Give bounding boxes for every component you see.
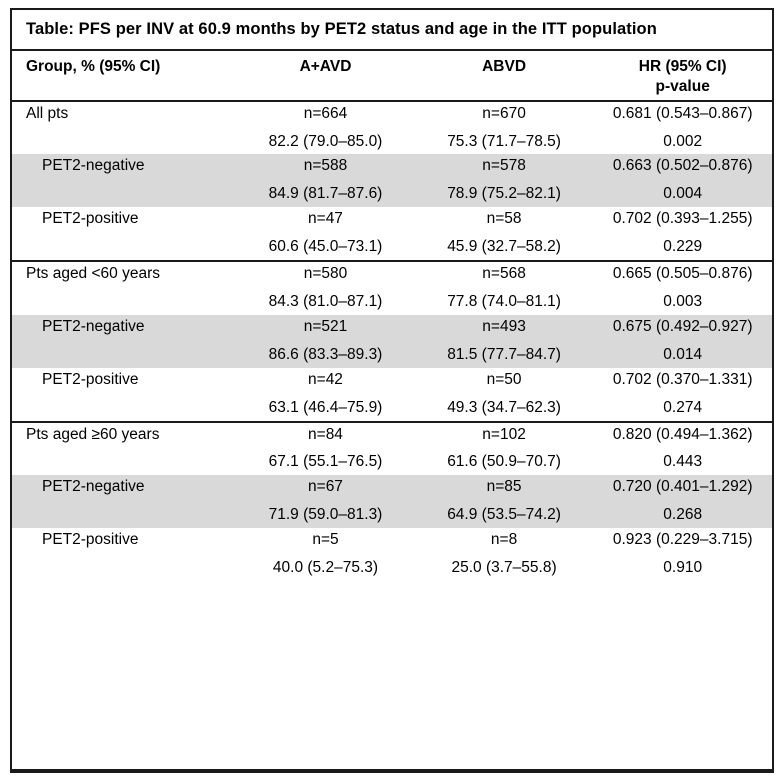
table-row: [12, 232, 772, 261]
cell-n-aavd: n=5: [312, 531, 339, 549]
column-header-group: Group, % (95% CI): [26, 57, 161, 75]
cell-n-abvd: n=670: [415, 101, 594, 127]
table-row: [12, 207, 772, 232]
cell-n-abvd: n=568: [415, 261, 594, 287]
table-row: [12, 154, 772, 179]
cell-p-value: 0.002: [663, 132, 703, 150]
table-row: [12, 261, 772, 287]
cell-rate-abvd: 61.6 (50.9–70.7): [447, 453, 561, 471]
column-header-hr-sub: p-value: [655, 77, 710, 95]
row-label: Pts aged <60 years: [12, 261, 236, 287]
row-label: Pts aged ≥60 years: [12, 422, 236, 448]
table-row: [12, 368, 772, 393]
cell-rate-abvd: 45.9 (32.7–58.2): [447, 238, 561, 256]
cell-p-value: 0.910: [663, 559, 703, 577]
cell-n-abvd: n=493: [415, 315, 594, 340]
cell-hazard-ratio: 0.675 (0.492–0.927): [593, 315, 772, 340]
table-row: [12, 315, 772, 340]
row-label: PET2-positive: [42, 210, 139, 228]
cell-rate-abvd: 25.0 (3.7–55.8): [451, 559, 557, 577]
cell-n-abvd: n=8: [490, 531, 518, 549]
column-header-aavd: A+AVD: [299, 57, 352, 75]
cell-rate-aavd: 84.9 (81.7–87.6): [236, 179, 415, 207]
row-label-continuation: [12, 553, 236, 581]
cell-hazard-ratio: 0.663 (0.502–0.876): [593, 154, 772, 179]
table-row: [12, 393, 772, 422]
table-frame: [10, 8, 774, 773]
cell-n-aavd: n=84: [236, 422, 415, 448]
cell-rate-aavd: 86.6 (83.3–89.3): [236, 340, 415, 368]
row-label-continuation: [12, 232, 236, 261]
row-label-continuation: [12, 393, 236, 422]
table-row: [12, 422, 772, 448]
table-row: [12, 553, 772, 581]
cell-p-value: 0.274: [663, 398, 703, 416]
cell-rate-aavd: 67.1 (55.1–76.5): [268, 453, 383, 471]
cell-rate-aavd: 71.9 (59.0–81.3): [236, 500, 415, 528]
results-table: [12, 51, 772, 581]
cell-hazard-ratio: 0.702 (0.393–1.255): [612, 210, 753, 228]
row-label: PET2-negative: [12, 315, 236, 340]
row-label-continuation: [12, 287, 236, 315]
cell-n-aavd: n=664: [236, 101, 415, 127]
cell-rate-abvd: 75.3 (71.7–78.5): [447, 132, 561, 150]
table-row: [12, 340, 772, 368]
row-label-continuation: [12, 340, 236, 368]
table-row: [12, 287, 772, 315]
cell-hazard-ratio: 0.665 (0.505–0.876): [593, 261, 772, 287]
cell-n-aavd: n=521: [236, 315, 415, 340]
row-label-continuation: [12, 500, 236, 528]
table-row: [12, 500, 772, 528]
cell-p-value: 0.268: [593, 500, 772, 528]
header-row: [12, 51, 772, 101]
cell-p-value: 0.003: [663, 292, 703, 310]
cell-rate-abvd: 77.8 (74.0–81.1): [447, 292, 561, 310]
cell-rate-aavd: 60.6 (45.0–73.1): [268, 238, 383, 256]
cell-rate-aavd: 82.2 (79.0–85.0): [268, 132, 383, 150]
cell-rate-aavd: 40.0 (5.2–75.3): [272, 559, 379, 577]
cell-n-aavd: n=67: [236, 475, 415, 500]
row-label: PET2-positive: [42, 531, 139, 549]
cell-rate-abvd: 64.9 (53.5–74.2): [415, 500, 594, 528]
column-header-hr: [593, 51, 772, 101]
column-header-abvd: ABVD: [482, 57, 527, 75]
cell-n-abvd: n=85: [415, 475, 594, 500]
column-header-hr-main: HR (95% CI): [638, 57, 727, 75]
row-label: All pts: [12, 101, 236, 127]
row-label: PET2-positive: [42, 370, 139, 388]
cell-rate-abvd: 81.5 (77.7–84.7): [415, 340, 594, 368]
cell-p-value: 0.014: [593, 340, 772, 368]
cell-p-value: 0.004: [593, 179, 772, 207]
table-title: Table: PFS per INV at 60.9 months by PET2 status and age in the ITT population: [26, 20, 657, 38]
cell-hazard-ratio: 0.681 (0.543–0.867): [593, 101, 772, 127]
bottom-divider: [12, 769, 772, 771]
table-body: [12, 101, 772, 581]
row-label-continuation: [12, 127, 236, 155]
row-label: PET2-negative: [12, 154, 236, 179]
row-label-continuation: [12, 179, 236, 207]
table-row: [12, 101, 772, 127]
table-row: [12, 528, 772, 553]
cell-p-value: 0.229: [663, 238, 703, 256]
cell-n-abvd: n=58: [486, 210, 522, 228]
cell-n-aavd: n=47: [308, 210, 343, 228]
cell-n-aavd: n=588: [236, 154, 415, 179]
cell-rate-aavd: 84.3 (81.0–87.1): [268, 292, 383, 310]
table-row: [12, 179, 772, 207]
cell-rate-abvd: 49.3 (34.7–62.3): [447, 398, 561, 416]
cell-hazard-ratio: 0.820 (0.494–1.362): [593, 422, 772, 448]
table-row: [12, 475, 772, 500]
cell-n-aavd: n=580: [236, 261, 415, 287]
table-header: [12, 51, 772, 101]
cell-hazard-ratio: 0.923 (0.229–3.715): [612, 531, 753, 549]
cell-n-abvd: n=578: [415, 154, 594, 179]
cell-n-abvd: n=102: [415, 422, 594, 448]
cell-hazard-ratio: 0.720 (0.401–1.292): [593, 475, 772, 500]
table-row: [12, 447, 772, 475]
cell-rate-aavd: 63.1 (46.4–75.9): [268, 398, 383, 416]
cell-rate-abvd: 78.9 (75.2–82.1): [415, 179, 594, 207]
row-label: PET2-negative: [12, 475, 236, 500]
cell-p-value: 0.443: [663, 453, 703, 471]
cell-hazard-ratio: 0.702 (0.370–1.331): [612, 370, 753, 388]
cell-n-aavd: n=42: [308, 370, 343, 388]
cell-n-abvd: n=50: [486, 370, 522, 388]
row-label-continuation: [12, 447, 236, 475]
table-row: [12, 127, 772, 155]
